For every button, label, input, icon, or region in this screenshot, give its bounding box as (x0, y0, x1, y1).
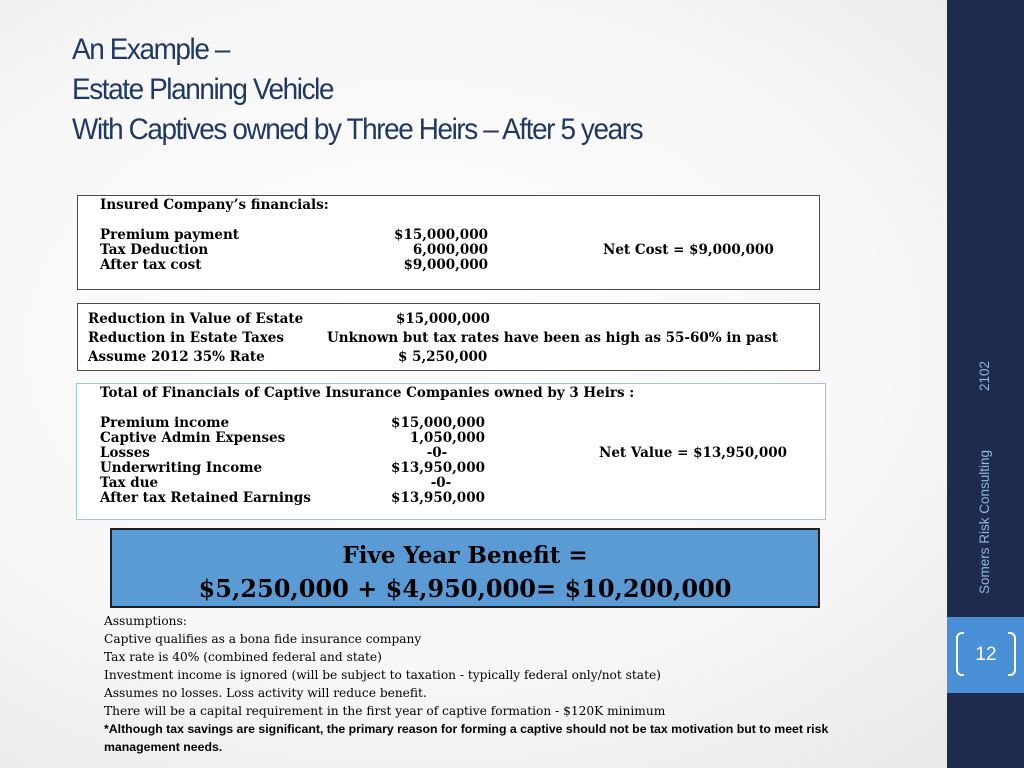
assumed-rate-label: Assume 2012 35% Rate (88, 349, 265, 365)
net-cost: Net Cost = $9,000,000 (603, 242, 774, 258)
assumptions-heading: Assumptions: (104, 614, 187, 628)
tax-due-label: Tax due (100, 475, 159, 491)
benefit-calculation: $5,250,000 + $4,950,000= $10,200,000 (198, 574, 732, 603)
side-year: 2102 (977, 360, 992, 391)
premium-payment-label: Premium payment (100, 227, 240, 243)
assumption-item: Investment income is ignored (will be subject to taxation - typically federal only/not state) (104, 668, 661, 682)
assumed-rate-value: $ 5,250,000 (398, 349, 488, 365)
title-line-1: An Example – (72, 33, 229, 66)
assumption-item: Captive qualifies as a bona fide insurance company (104, 632, 422, 646)
title-line-3: With Captives owned by Three Heirs – After 5 years (72, 113, 643, 146)
tax-deduction-value: 6,000,000 (412, 242, 488, 258)
assumptions-list (104, 612, 904, 756)
retained-earnings-value: $13,950,000 (391, 490, 485, 506)
losses-label: Losses (100, 445, 150, 461)
estate-reduction-box (77, 303, 820, 371)
losses-value: -0- (426, 445, 448, 461)
reduction-estate-taxes-label: Reduction in Estate Taxes (88, 330, 284, 346)
benefit-heading: Five Year Benefit = (342, 542, 588, 569)
premium-income-value: $15,000,000 (391, 415, 485, 431)
tax-due-value: -0- (430, 475, 452, 491)
assumption-item: Tax rate is 40% (combined federal and state) (104, 650, 382, 664)
underwriting-income-label: Underwriting Income (100, 460, 263, 476)
underwriting-income-value: $13,950,000 (391, 460, 485, 476)
insured-company-financials-box (77, 195, 820, 290)
captive-financials-box (76, 383, 826, 520)
reduction-value-estate-label: Reduction in Value of Estate (88, 311, 304, 327)
five-year-benefit-banner (110, 528, 820, 608)
tax-deduction-label: Tax Deduction (100, 242, 209, 258)
retained-earnings-label: After tax Retained Earnings (100, 490, 311, 506)
after-tax-cost-label: After tax cost (100, 257, 202, 273)
box3-heading: Total of Financials of Captive Insurance Companies owned by 3 Heirs : (100, 385, 635, 401)
box1-heading: Insured Company’s financials: (100, 197, 329, 213)
title-line-2: Estate Planning Vehicle (72, 73, 334, 106)
side-company: Somers Risk Consulting (977, 449, 992, 594)
net-value: Net Value = $13,950,000 (599, 445, 788, 461)
captive-admin-expenses-label: Captive Admin Expenses (100, 430, 286, 446)
reduction-estate-taxes-value: Unknown but tax rates have been as high as 55-60% in past (327, 330, 778, 346)
captive-admin-expenses-value: 1,050,000 (409, 430, 485, 446)
assumption-item: Assumes no losses. Loss activity will reduce benefit. (104, 686, 427, 700)
assumptions-note: *Although tax savings are significant, the primary reason for forming a captive should not be tax motivation but to meet risk management needs. (104, 722, 829, 754)
after-tax-cost-value: $9,000,000 (403, 257, 488, 273)
assumption-item: There will be a capital requirement in the first year of captive formation - $120K minimum (104, 704, 666, 718)
page-number: 12 (975, 644, 997, 665)
reduction-value-estate-value: $15,000,000 (396, 311, 490, 327)
slide-title (72, 30, 872, 150)
premium-payment-value: $15,000,000 (394, 227, 488, 243)
premium-income-label: Premium income (100, 415, 230, 431)
